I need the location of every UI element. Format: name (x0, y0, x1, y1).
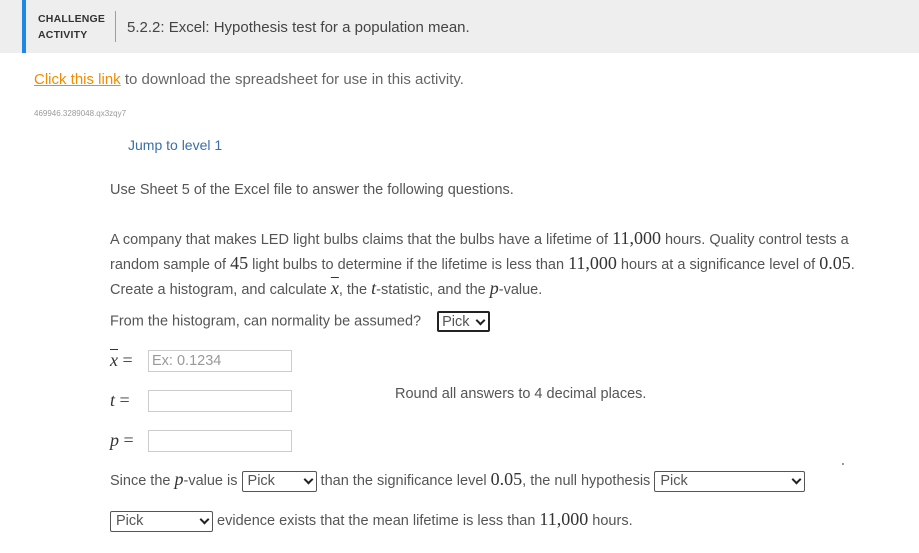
jump-to-level-link[interactable]: Jump to level 1 (128, 137, 223, 153)
chevron-down-icon (200, 514, 210, 524)
evidence-sentence (110, 509, 633, 532)
evidence-text: hours. (588, 513, 633, 529)
intro-text: Use Sheet 5 of the Excel file to answer the following questions. (110, 182, 514, 198)
xbar-symbol: $\overline{x}$ (330, 278, 339, 298)
t-label-symbol: t (110, 390, 116, 410)
t-label (110, 390, 130, 411)
t-symbol: t (371, 278, 377, 298)
conclusion-text: Since the (110, 473, 175, 489)
p-symbol: p (489, 278, 499, 298)
evidence-hours-value: 11,000 (539, 509, 589, 529)
problem-text: light bulbs to determine if the lifetime is less than (248, 257, 569, 273)
conclusion-sentence (110, 469, 805, 492)
p-value-input[interactable] (148, 430, 292, 452)
problem-text: A company that makes LED light bulbs claims that the bulbs have a lifetime of (110, 232, 613, 248)
evidence-select[interactable] (110, 511, 213, 532)
activity-id: 469946.3289048.qx3zqy7 (34, 109, 127, 118)
xbar-input[interactable]: Ex: 0.1234 (148, 350, 292, 372)
problem-sample-size: 45 (230, 253, 249, 273)
challenge-activity-badge (38, 11, 105, 43)
xbar-label (110, 350, 133, 371)
conclusion-text: , the null hypothesis (522, 473, 655, 489)
equals-sign: = (115, 390, 130, 410)
evidence-text: evidence exists that the mean lifetime is less than (213, 513, 540, 529)
equals-sign: = (118, 350, 133, 370)
chevron-down-icon (792, 474, 802, 484)
download-instruction (34, 71, 464, 88)
conclusion-text: than the significance level (316, 473, 491, 489)
header-accent-bar (22, 0, 26, 53)
problem-text: , the (338, 282, 372, 298)
problem-text: hours. Quality control tests a random sample of (110, 232, 849, 273)
activity-title: 5.2.2: Excel: Hypothesis test for a population mean. (127, 19, 470, 36)
p-label-symbol: p (110, 430, 119, 450)
normality-select-value: Pick (442, 314, 470, 330)
download-link[interactable]: Click this link (34, 71, 121, 88)
comparison-select-value: Pick (247, 472, 275, 489)
header-divider (115, 11, 116, 42)
equals-sign: = (119, 430, 134, 450)
p-symbol: p (174, 469, 184, 489)
badge-line-2: ACTIVITY (38, 29, 88, 41)
problem-alpha-value: 0.05 (819, 253, 851, 273)
alpha-value: 0.05 (490, 469, 523, 489)
problem-text: -statistic, and the (376, 282, 490, 298)
download-text: to download the spreadsheet for use in this activity. (120, 71, 464, 88)
p-label (110, 430, 134, 451)
chevron-down-icon (475, 316, 485, 326)
chevron-down-icon (303, 474, 313, 484)
xbar-label-symbol: $\overline{x}$ (110, 350, 118, 370)
comparison-select[interactable] (242, 471, 317, 492)
decorative-dot (842, 463, 844, 465)
problem-text: -value. (498, 282, 543, 298)
evidence-select-value: Pick (116, 512, 144, 529)
problem-text: hours at a significance level of (616, 257, 820, 273)
normality-select[interactable] (437, 311, 489, 332)
problem-text: . Create a histogram, and calculate (110, 257, 855, 298)
normality-question-text: From the histogram, can normality be assumed? (110, 313, 422, 330)
null-hypothesis-select[interactable] (654, 471, 805, 492)
normality-question (110, 311, 490, 332)
null-hypothesis-select-value: Pick (660, 472, 688, 489)
problem-statement (110, 227, 880, 302)
problem-hours-value: 11,000 (568, 253, 617, 273)
t-statistic-input[interactable] (148, 390, 292, 412)
rounding-note: Round all answers to 4 decimal places. (395, 386, 647, 402)
problem-hours-value: 11,000 (612, 228, 661, 248)
activity-header (0, 0, 919, 53)
badge-line-1: CHALLENGE (38, 13, 106, 25)
conclusion-text: -value is (183, 473, 242, 489)
